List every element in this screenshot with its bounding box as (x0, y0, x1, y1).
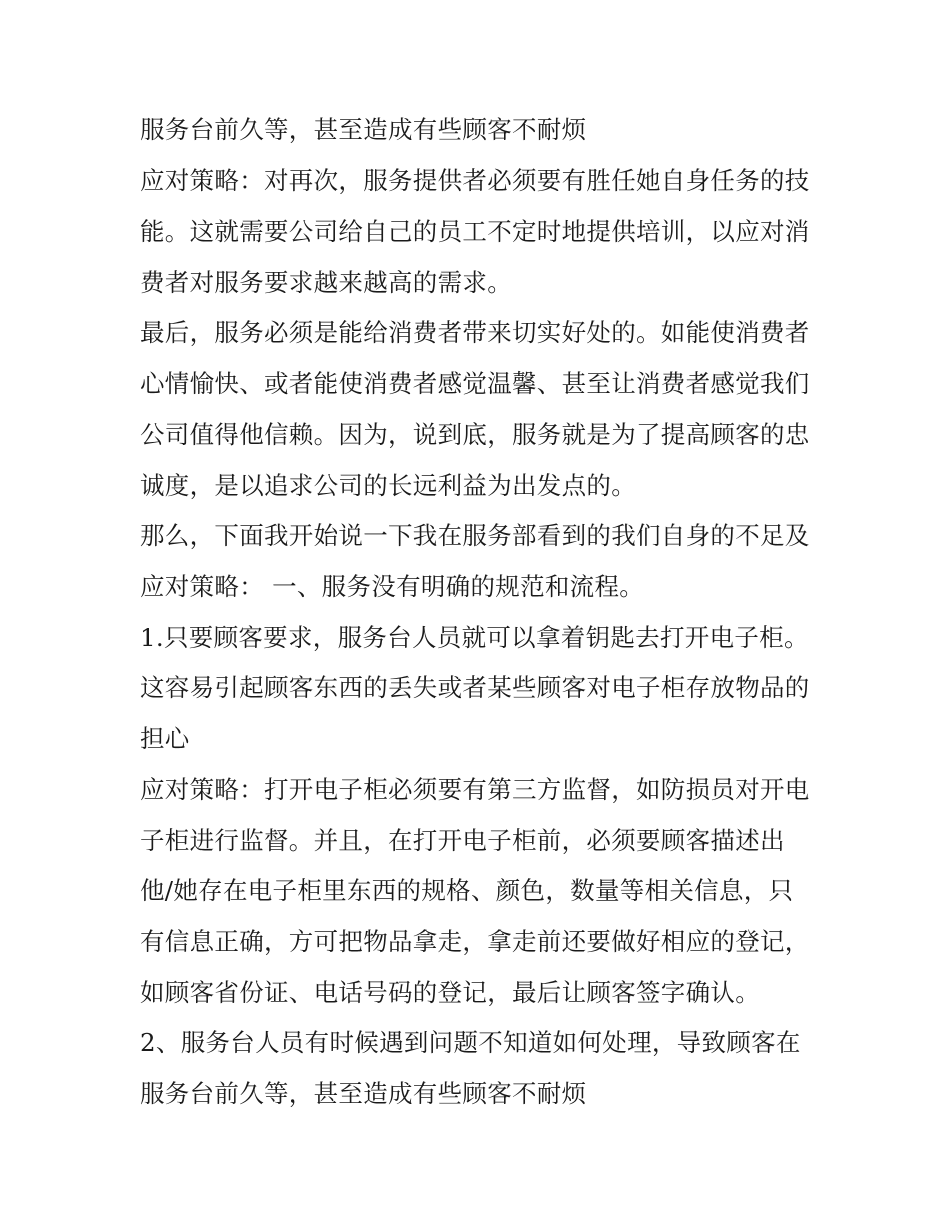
text-line: 他/她存在电子柜里东西的规格、颜色，数量等相关信息，只 (140, 876, 794, 905)
text-line: 服务台前久等，甚至造成有些顾客不耐烦 (140, 115, 587, 144)
text-line: 服务台前久等，甚至造成有些顾客不耐烦 (140, 1079, 587, 1108)
text-line: 最后，服务必须是能给消费者带来切实好处的。如能使消费者 (140, 318, 810, 347)
text-line: 有信息正确，方可把物品拿走，拿走前还要做好相应的登记， (140, 927, 810, 956)
text-line: 子柜进行监督。并且，在打开电子柜前，必须要顾客描述出 (140, 826, 785, 855)
text-line: 应对策略：对再次，服务提供者必须要有胜任她自身任务的技 (140, 166, 810, 195)
text-line: 费者对服务要求越来越高的需求。 (140, 268, 512, 297)
text-line: 心情愉快、或者能使消费者感觉温馨、甚至让消费者感觉我们 (140, 369, 810, 398)
text-line: 2、服务台人员有时候遇到问题不知道如何处理，导致顾客在 (140, 1028, 801, 1057)
text-line: 公司值得他信赖。因为，说到底，服务就是为了提高顾客的忠 (140, 420, 810, 449)
text-line: 能。这就需要公司给自己的员工不定时地提供培训，以应对消 (140, 217, 810, 246)
text-line: 应对策略：打开电子柜必须要有第三方监督，如防损员对开电 (140, 775, 810, 804)
text-line: 如顾客省份证、电话号码的登记，最后让顾客签字确认。 (140, 978, 760, 1007)
text-line: 应对策略： 一、服务没有明确的规范和流程。 (140, 572, 645, 601)
text-line: 担心 (140, 724, 190, 753)
text-line: 1.只要顾客要求，服务台人员就可以拿着钥匙去打开电子柜。 (140, 623, 809, 652)
text-line: 这容易引起顾客东西的丢失或者某些顾客对电子柜存放物品的 (140, 673, 810, 702)
text-line: 诚度，是以追求公司的长远利益为出发点的。 (140, 471, 636, 500)
text-line: 那么，下面我开始说一下我在服务部看到的我们自身的不足及 (140, 521, 810, 550)
